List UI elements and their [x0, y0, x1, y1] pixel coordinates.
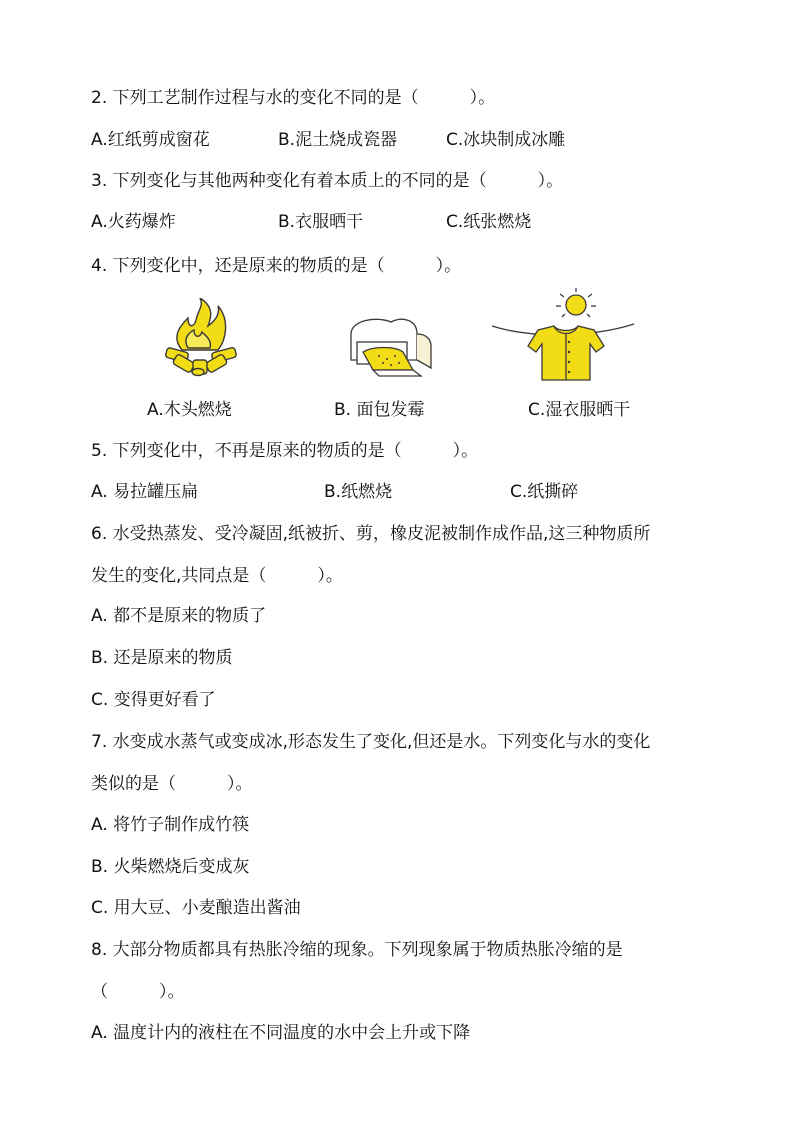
- q8-option-a[interactable]: A. 温度计内的液柱在不同温度的水中会上升或下降: [91, 1023, 471, 1043]
- q6-option-a[interactable]: A. 都不是原来的物质了: [91, 606, 267, 626]
- q3-option-b[interactable]: B.衣服晒干: [278, 212, 364, 232]
- q2-option-c[interactable]: C.冰块制成冰雕: [446, 130, 566, 150]
- q6-option-c[interactable]: C. 变得更好看了: [91, 690, 216, 710]
- fire-icon: [160, 298, 242, 378]
- question-2-stem: 2. 下列工艺制作过程与水的变化不同的是（ ）。: [91, 88, 496, 108]
- question-4-stem: 4. 下列变化中，还是原来的物质的是（ ）。: [91, 256, 462, 276]
- question-8-stem-line1: 8. 大部分物质都具有热胀冷缩的现象。下列现象属于物质热胀冷缩的是: [91, 940, 623, 960]
- q7-option-c[interactable]: C. 用大豆、小麦酿造出酱油: [91, 898, 301, 918]
- q2-option-b[interactable]: B.泥土烧成瓷器: [278, 130, 398, 150]
- q4-option-b[interactable]: B. 面包发霉: [334, 400, 425, 420]
- q5-option-b[interactable]: B.纸燃烧: [324, 482, 393, 502]
- q3-option-a[interactable]: A.火药爆炸: [91, 212, 176, 232]
- question-6-stem-line2: 发生的变化,共同点是（ ）。: [91, 566, 343, 586]
- q7-option-b[interactable]: B. 火柴燃烧后变成灰: [91, 857, 250, 877]
- drying-shirt-icon: [490, 288, 636, 386]
- q4-option-c[interactable]: C.湿衣服晒干: [528, 400, 631, 420]
- question-7-stem-line1: 7. 水变成水蒸气或变成冰,形态发生了变化,但还是水。下列变化与水的变化: [91, 732, 651, 752]
- q7-option-a[interactable]: A. 将竹子制作成竹筷: [91, 815, 250, 835]
- question-7-stem-line2: 类似的是（ ）。: [91, 774, 253, 794]
- question-6-stem-line1: 6. 水受热蒸发、受冷凝固,纸被折、剪，橡皮泥被制作成作品,这三种物质所: [91, 524, 651, 544]
- bread-icon: [343, 312, 439, 378]
- q6-option-b[interactable]: B. 还是原来的物质: [91, 648, 233, 668]
- q4-option-a[interactable]: A.木头燃烧: [147, 400, 232, 420]
- q5-option-a[interactable]: A. 易拉罐压扁: [91, 482, 199, 502]
- question-3-stem: 3. 下列变化与其他两种变化有着本质上的不同的是（ ）。: [91, 171, 564, 191]
- q5-option-c[interactable]: C.纸撕碎: [510, 482, 579, 502]
- question-5-stem: 5. 下列变化中，不再是原来的物质的是（ ）。: [91, 441, 479, 461]
- question-8-stem-line2: （ ）。: [91, 982, 185, 1002]
- q2-option-a[interactable]: A.红纸剪成窗花: [91, 130, 210, 150]
- q3-option-c[interactable]: C.纸张燃烧: [446, 212, 532, 232]
